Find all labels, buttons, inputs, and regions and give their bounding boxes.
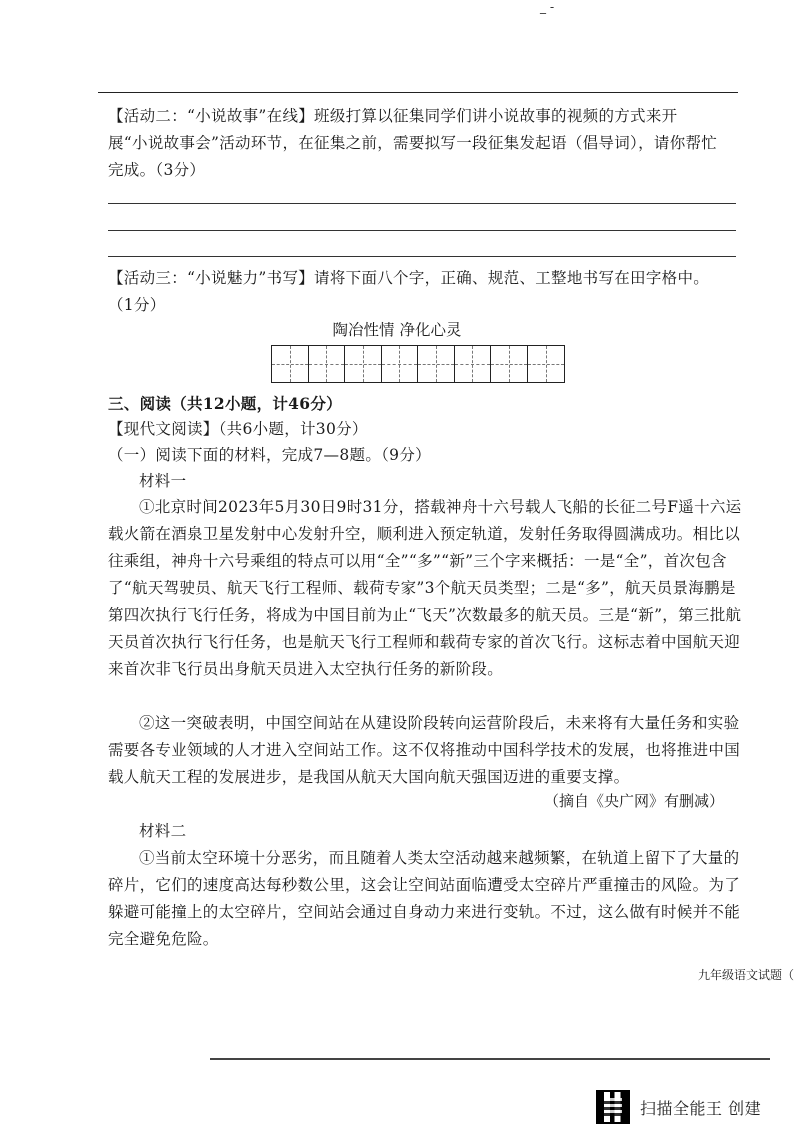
material1-paragraph-1: ①北京时间2023年5月30日9时31分，搭载神舟十六号载人飞船的长征二号F遥十六运载火箭在酒泉卫星发射中心发射升空，顺利进入预定轨道，发射任务取得圆满成功。相比以往乘组，神舟十六号乘组的特点可以用“全”“多”“新”三个字来概括：一是“全”，首次包含了“航天驾驶员、航天飞行工程师、载荷专家”3个航天员类型；二是“多”，航天员景海鹏是第四次执行飞行任务，将成为中国目前为止“飞天”次数最多的航天员。三是“新”，第三批航天员首次执行飞行任务，也是航天飞行工程师和载荷专家的首次飞行。这标志着中国航天迎来首次非飞行员出身航天员进入太空执行任务的新阶段。 — [108, 498, 742, 678]
answer-line-1[interactable] — [108, 203, 736, 204]
tianzige-cell[interactable] — [345, 346, 382, 382]
watermark-text: 扫描全能王 创建 — [640, 1098, 762, 1118]
section-title: 三、阅读（共12小题，计46分） — [108, 394, 342, 413]
section-subtitle: 【现代文阅读】（共6小题，计30分） — [108, 420, 368, 438]
calligraphy-phrase: 陶冶性情 净化心灵 — [332, 321, 462, 339]
tianzige-cell[interactable] — [309, 346, 346, 382]
activity2-line3: 完成。（3分） — [108, 161, 206, 179]
material1-source: （摘自《央广网》有删减） — [543, 792, 724, 810]
material2-paragraph-1: ①当前太空环境十分恶劣，而且随着人类太空活动越来越频繁，在轨道上留下了大量的碎片，它们的速度高达每秒数公里，这会让空间站面临遭受太空碎片严重撞击的风险。为了躲避可能撞上的太空碎片，空间站会通过自身动力来进行变轨。不过，这么做有时候并不能完全避免危险。 — [108, 849, 741, 948]
tianzige-grid[interactable] — [271, 345, 565, 383]
activity3-line2: （1分） — [108, 296, 166, 314]
activity3-line1: 【活动三：“小说魅力”书写】请将下面八个字，正确、规范、工整地书写在田字格中。 — [108, 269, 710, 287]
tianzige-cell[interactable] — [528, 346, 565, 382]
activity2-line2: 展“小说故事会”活动环节，在征集之前，需要拟写一段征集发起语（倡导词），请你帮忙 — [108, 134, 718, 152]
top-divider — [98, 92, 738, 93]
tianzige-cell[interactable] — [455, 346, 492, 382]
tianzige-cell[interactable] — [491, 346, 528, 382]
tianzige-cell[interactable] — [382, 346, 419, 382]
page-footer-label: 九年级语文试题（ — [697, 968, 794, 982]
tianzige-cell[interactable] — [418, 346, 455, 382]
answer-line-2[interactable] — [108, 230, 736, 231]
activity2-line1: 【活动二：“小说故事”在线】班级打算以征集同学们讲小说故事的视频的方式来开 — [108, 107, 678, 125]
section-instruction: （一）阅读下面的材料，完成7—8题。（9分） — [108, 446, 431, 464]
tianzige-cell[interactable] — [272, 346, 309, 382]
answer-line-3[interactable] — [108, 256, 736, 257]
material1-heading: 材料一 — [139, 472, 187, 490]
material2-heading: 材料二 — [139, 822, 187, 840]
scanner-watermark — [596, 1090, 761, 1124]
top-mark: _ - — [540, 0, 555, 14]
material1-paragraph-2: ②这一突破表明，中国空间站在从建设阶段转向运营阶段后，未来将有大量任务和实验需要各专业领域的人才进入空间站工作。这不仅将推动中国科学技术的发展，也将推进中国载人航天工程的发展进步，是我国从航天大国向航天强国迈进的重要支撑。 — [108, 714, 741, 786]
bottom-divider — [210, 1058, 770, 1060]
qr-code-icon — [596, 1090, 630, 1124]
